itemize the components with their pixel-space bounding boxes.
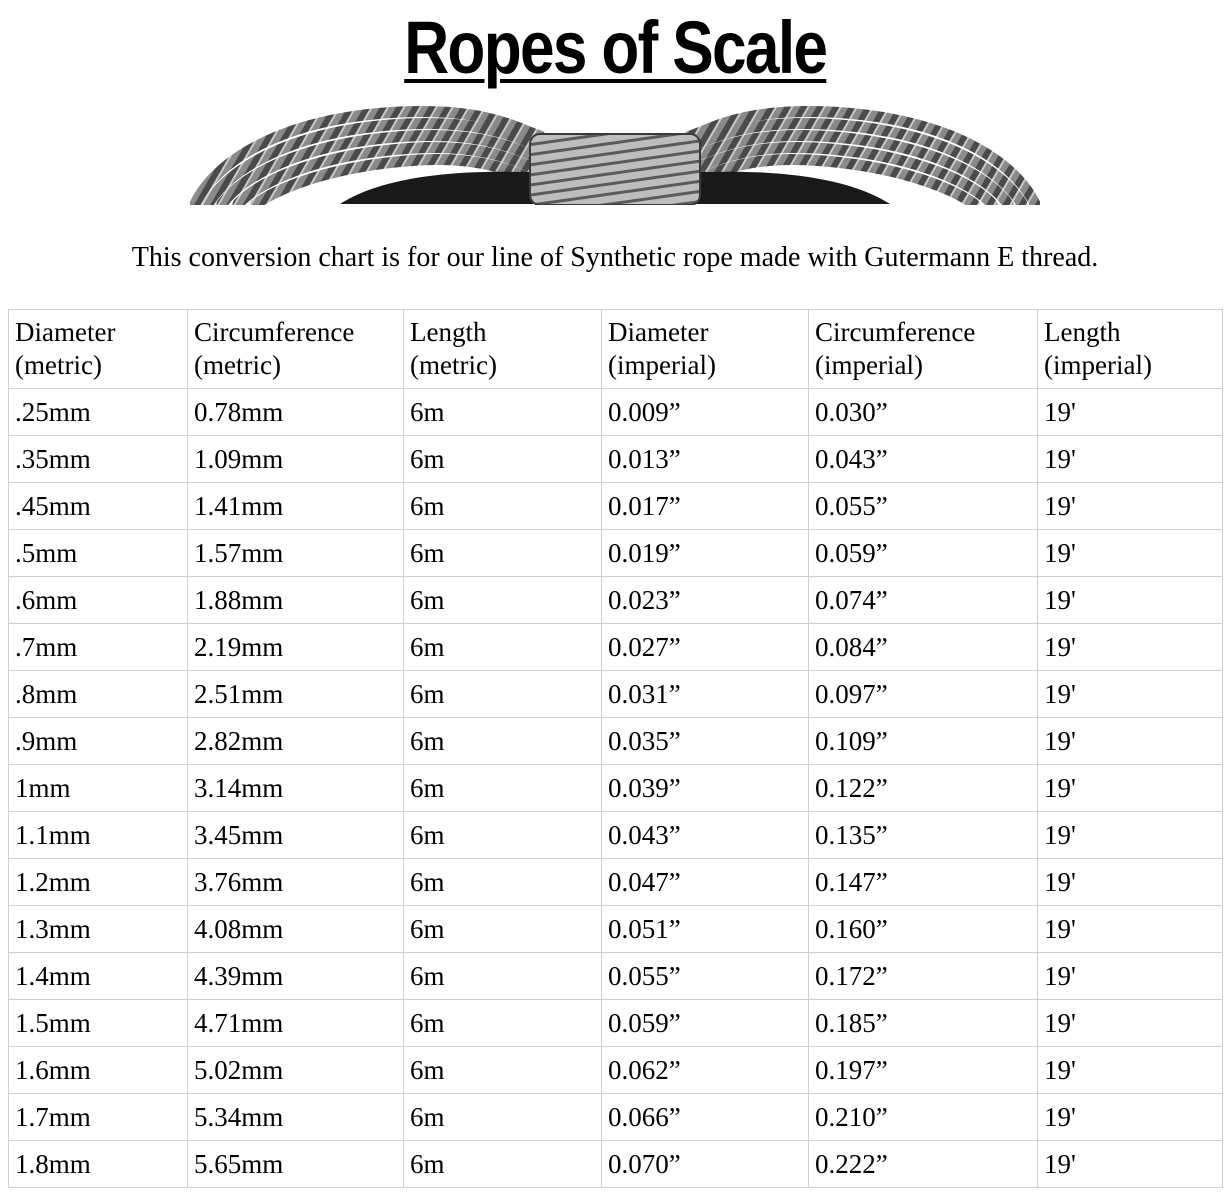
table-cell: 0.027”: [602, 624, 809, 671]
table-cell: 1.2mm: [9, 859, 188, 906]
table-cell: 0.055”: [602, 953, 809, 1000]
table-cell: 19': [1038, 765, 1223, 812]
table-cell: 19': [1038, 436, 1223, 483]
column-header: [1038, 310, 1223, 389]
table-row: [9, 812, 1223, 859]
table-cell: 0.084”: [809, 624, 1038, 671]
column-header: [602, 310, 809, 389]
table-cell: 0.074”: [809, 577, 1038, 624]
column-header: [404, 310, 602, 389]
table-cell: .7mm: [9, 624, 188, 671]
table-cell: 6m: [404, 953, 602, 1000]
table-cell: .9mm: [9, 718, 188, 765]
table-cell: 5.34mm: [188, 1094, 404, 1141]
table-row: [9, 1141, 1223, 1188]
table-cell: 6m: [404, 859, 602, 906]
column-header: [809, 310, 1038, 389]
conversion-table: [8, 309, 1223, 1188]
page-title: [0, 8, 1230, 88]
table-cell: 1.7mm: [9, 1094, 188, 1141]
table-cell: 0.109”: [809, 718, 1038, 765]
table-cell: 0.047”: [602, 859, 809, 906]
column-header-label: Circumference: [194, 317, 355, 347]
column-header-unit: (metric): [15, 350, 102, 380]
table-row: [9, 859, 1223, 906]
table-cell: 4.08mm: [188, 906, 404, 953]
table-cell: 0.055”: [809, 483, 1038, 530]
table-cell: 3.76mm: [188, 859, 404, 906]
table-cell: 0.135”: [809, 812, 1038, 859]
rope-coil-illustration: [190, 100, 1040, 205]
table-cell: 6m: [404, 671, 602, 718]
table-cell: 0.043”: [809, 436, 1038, 483]
table-cell: 19': [1038, 530, 1223, 577]
table-cell: .25mm: [9, 389, 188, 436]
table-cell: 0.172”: [809, 953, 1038, 1000]
table-cell: 6m: [404, 765, 602, 812]
table-cell: 1.88mm: [188, 577, 404, 624]
table-cell: 19': [1038, 953, 1223, 1000]
table-cell: 19': [1038, 389, 1223, 436]
table-cell: 6m: [404, 1000, 602, 1047]
table-cell: 6m: [404, 1094, 602, 1141]
page-title-text: Ropes of Scale: [403, 6, 827, 89]
table-cell: 6m: [404, 1141, 602, 1188]
table-cell: 0.097”: [809, 671, 1038, 718]
table-cell: .45mm: [9, 483, 188, 530]
table-cell: 6m: [404, 718, 602, 765]
table-row: [9, 671, 1223, 718]
table-cell: 1.6mm: [9, 1047, 188, 1094]
column-header-unit: (imperial): [1044, 350, 1152, 380]
column-header-unit: (imperial): [815, 350, 923, 380]
table-cell: 0.009”: [602, 389, 809, 436]
table-cell: 6m: [404, 577, 602, 624]
table-cell: 0.059”: [809, 530, 1038, 577]
table-cell: .8mm: [9, 671, 188, 718]
table-cell: 0.030”: [809, 389, 1038, 436]
table-cell: 1.4mm: [9, 953, 188, 1000]
table-cell: 19': [1038, 483, 1223, 530]
table-cell: 0.122”: [809, 765, 1038, 812]
table-cell: 5.65mm: [188, 1141, 404, 1188]
table-cell: 0.210”: [809, 1094, 1038, 1141]
column-header-label: Circumference: [815, 317, 976, 347]
table-cell: 0.035”: [602, 718, 809, 765]
table-cell: 2.82mm: [188, 718, 404, 765]
table-cell: 6m: [404, 906, 602, 953]
column-header: [9, 310, 188, 389]
column-header-unit: (metric): [410, 350, 497, 380]
intro-text: This conversion chart is for our line of Synthetic rope made with Gutermann E thread.: [131, 242, 1099, 273]
table-cell: 4.39mm: [188, 953, 404, 1000]
table-cell: 0.043”: [602, 812, 809, 859]
table-cell: 6m: [404, 483, 602, 530]
table-row: [9, 1000, 1223, 1047]
table-row: [9, 1047, 1223, 1094]
table-cell: 0.031”: [602, 671, 809, 718]
table-row: [9, 718, 1223, 765]
table-cell: 1.8mm: [9, 1141, 188, 1188]
table-cell: 19': [1038, 718, 1223, 765]
table-cell: 1.1mm: [9, 812, 188, 859]
table-cell: 0.051”: [602, 906, 809, 953]
table-cell: 0.039”: [602, 765, 809, 812]
table-cell: 2.51mm: [188, 671, 404, 718]
table-cell: 19': [1038, 1141, 1223, 1188]
column-header-label: Length: [410, 317, 487, 347]
table-cell: 0.017”: [602, 483, 809, 530]
table-cell: 19': [1038, 1094, 1223, 1141]
table-cell: 0.185”: [809, 1000, 1038, 1047]
table-row: [9, 765, 1223, 812]
table-cell: 19': [1038, 859, 1223, 906]
table-cell: 1.5mm: [9, 1000, 188, 1047]
table-row: [9, 1094, 1223, 1141]
table-cell: .35mm: [9, 436, 188, 483]
table-cell: 4.71mm: [188, 1000, 404, 1047]
table-cell: 1.41mm: [188, 483, 404, 530]
table-row: [9, 577, 1223, 624]
column-header-unit: (imperial): [608, 350, 716, 380]
table-cell: 1.57mm: [188, 530, 404, 577]
table-cell: 0.147”: [809, 859, 1038, 906]
table-cell: 0.013”: [602, 436, 809, 483]
table-cell: .5mm: [9, 530, 188, 577]
table-cell: 0.023”: [602, 577, 809, 624]
table-cell: 19': [1038, 577, 1223, 624]
table-cell: 5.02mm: [188, 1047, 404, 1094]
table-cell: 0.197”: [809, 1047, 1038, 1094]
table-cell: 0.059”: [602, 1000, 809, 1047]
table-cell: 0.019”: [602, 530, 809, 577]
table-cell: 3.14mm: [188, 765, 404, 812]
table-cell: 0.062”: [602, 1047, 809, 1094]
table-cell: 19': [1038, 812, 1223, 859]
column-header-label: Diameter: [608, 317, 709, 347]
table-row: [9, 624, 1223, 671]
table-cell: 0.160”: [809, 906, 1038, 953]
table-cell: 6m: [404, 389, 602, 436]
column-header-unit: (metric): [194, 350, 281, 380]
table-cell: 6m: [404, 624, 602, 671]
table-cell: 6m: [404, 812, 602, 859]
table-row: [9, 906, 1223, 953]
table-row: [9, 953, 1223, 1000]
table-cell: 19': [1038, 624, 1223, 671]
table-cell: 6m: [404, 1047, 602, 1094]
table-cell: 3.45mm: [188, 812, 404, 859]
table-cell: 19': [1038, 1047, 1223, 1094]
table-cell: 1mm: [9, 765, 188, 812]
column-header-label: Length: [1044, 317, 1121, 347]
table-cell: 19': [1038, 906, 1223, 953]
table-cell: 19': [1038, 671, 1223, 718]
table-cell: 0.222”: [809, 1141, 1038, 1188]
column-header: [188, 310, 404, 389]
table-row: [9, 483, 1223, 530]
table-cell: 6m: [404, 436, 602, 483]
table-cell: 2.19mm: [188, 624, 404, 671]
table-cell: 19': [1038, 1000, 1223, 1047]
table-row: [9, 436, 1223, 483]
table-cell: 6m: [404, 530, 602, 577]
table-cell: 0.066”: [602, 1094, 809, 1141]
column-header-label: Diameter: [15, 317, 116, 347]
table-header-row: [9, 310, 1223, 389]
table-cell: 1.09mm: [188, 436, 404, 483]
table-cell: 0.78mm: [188, 389, 404, 436]
table-cell: 1.3mm: [9, 906, 188, 953]
table-row: [9, 389, 1223, 436]
table-cell: 0.070”: [602, 1141, 809, 1188]
table-cell: .6mm: [9, 577, 188, 624]
table-row: [9, 530, 1223, 577]
